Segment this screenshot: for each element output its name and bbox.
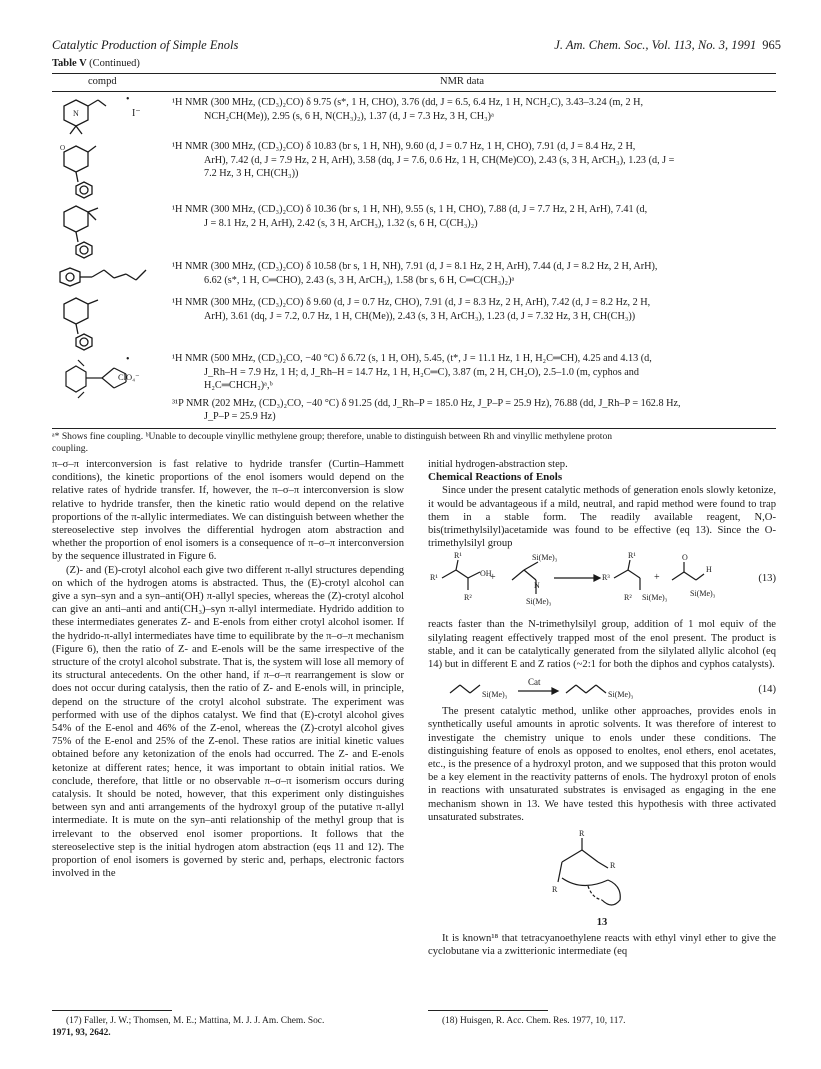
eq13-label: N xyxy=(534,581,540,591)
nmr-line: ¹H NMR (300 MHz, (CD₃)₂CO) δ 9.60 (d, J = 0.7 Hz, CHO), 7.91 (d, J = 8.3 Hz, 2 H, ArH), 7.42 (d, J = 8.2 Hz, 2 H, xyxy=(172,297,651,308)
running-title: Catalytic Production of Simple Enols xyxy=(52,38,239,52)
nmr-line: ¹H NMR (300 MHz, (CD₃)₂CO) δ 10.36 (br s, 1 H, NH), 9.55 (s, 1 H, CHO), 7.88 (d, J = 7.7 Hz, 2 H, ArH), 7.41 (d, xyxy=(172,204,648,215)
footnote-b: ᵇUnable to decouple vinyllic methylene group; therefore, unable to distinguish between Rh and vinyllic methylene proton xyxy=(145,431,613,442)
paragraph: Since under the present catalytic methods of generation enols slowly ketonize, it would be advantageous if a mild, neutral, and rapid method were found to trap them in a stable form. The readily available reagent, N,O-bis(trimethylsilyl)acetamide was found to be effective (eq 13). Since the O-trimethylsilyl group xyxy=(428,485,776,550)
table-bottom-rule xyxy=(52,428,776,429)
paragraph: The present catalytic method, unlike other approaches, provides enols in synthetically useful amounts in aprotic solvents. It was therefore of interest to investigate the chemistry unique to enols under these conditions. The distinguishing feature of enols as opposed to enoltes, enol ethers, enol acetates, etc., is the presence of a hydroxyl proton, and we supposed that this proton would be a key element in the reactivity patterns of enols. The hydroxyl proton of enols in reactions with unsaturated substrates is envisaged as engaging in the ene mechanism shown in 13. We have tested this hypothesis with three activated unsaturated substrates. xyxy=(428,706,776,823)
footnote-a: ᵃ* Shows fine coupling. xyxy=(52,431,144,442)
compound-structure-6 xyxy=(56,356,166,404)
eq14-si: Si(Me)₃ xyxy=(482,690,508,700)
table-header-rule xyxy=(52,91,776,92)
eq13-label: H xyxy=(706,565,712,575)
table-title xyxy=(52,58,140,69)
nmr-line: J = 8.1 Hz, 2 H, ArH), 2.42 (s, 3 H, ArCH₃), 1.32 (s, 6 H, C(CH₃)₂) xyxy=(204,217,478,229)
svg-text:+: + xyxy=(490,572,496,584)
nmr-line: 6.62 (s*, 1 H, C═CHO), 2.43 (s, 3 H, ArCH₃), 1.58 (br s, 6 H, C═C(CH₃)₂)ᵃ xyxy=(204,274,515,286)
nmr-line: ¹H NMR (500 MHz, (CD₃)₂CO, −40 °C) δ 6.72 (s, 1 H, OH), 5.45, (t*, J = 11.1 Hz, 1 H, H₂C═CH), 4.25 and 4.13 (d, xyxy=(172,353,652,364)
struct13-r: R xyxy=(552,885,558,895)
nmr-line: ¹H NMR (300 MHz, (CD₃)₂CO) δ 9.75 (s*, 1 H, CHO), 3.76 (dd, J = 6.5, 6.4 Hz, 1 H, NCH₂C), 3.43–3.24 (m, 2 H, xyxy=(172,97,644,108)
nmr-line: ³¹P NMR (202 MHz, (CD₃)₂CO, −40 °C) δ 91.25 (dd, J_Rh–P = 185.0 Hz, J_P–P = 25.9 Hz), 76.88 (dd, J_Rh–P = 162.8 Hz, xyxy=(172,397,681,409)
structure-13-label: 13 xyxy=(596,917,608,929)
compound-structure-4 xyxy=(56,258,166,298)
table-continued: (Continued) xyxy=(89,58,140,69)
table-row-4 xyxy=(172,260,776,287)
reference-18: (18) Huisgen, R. Acc. Chem. Res. 1977, 10, 117. xyxy=(442,1016,626,1026)
eq13-label: Si(Me)₃ xyxy=(526,597,552,607)
nmr-line: H₂C═CHCH₂)ᵃ,ᵇ xyxy=(204,380,273,392)
nmr-line: J_Rh–H = 7.9 Hz, 1 H; d, J_Rh–H = 14.7 Hz, 1 H, H₂C═C), 3.87 (m, 2 H, CH₂O), 2.5–1.0 (m, cyphos and xyxy=(204,366,639,378)
right-footnotes xyxy=(428,1010,776,1027)
reference-17-cont: 1971, 93, 2642. xyxy=(52,1028,111,1038)
eq13-label: R² xyxy=(624,593,632,603)
table-row-1 xyxy=(172,96,776,123)
section-heading: Chemical Reactions of Enols xyxy=(428,471,563,484)
nmr-line: J_P–P = 25.9 Hz) xyxy=(204,411,276,423)
row6-counterion: ClO₄⁻ xyxy=(118,372,140,382)
eq14-catalyst: Cat xyxy=(528,677,541,688)
paragraph: (Z)- and (E)-crotyl alcohol each give two different π-allyl structures depending on which of the hydrogen atoms is abstracted. Thus, the (E)-crotyl alcohol can give a syn–syn and a syn–anti(OH) π-allyl species, whereas the (Z)-crotyl alcohol can give an anti–anti and anti(CH₃)–syn π-allyl intermediate. Hydrido addition to these intermediates generates Z- and E-enols from either crotyl alcohol isomer. If the hydrido-π-allyl intermediates have time to equilibrate by the π–σ–π mechanism (Figure 6), then the ratio of Z- and E-enols will be the same irrespective of the structure of the crotyl alcohol substrate. That is, the system will lose all memory of its structural antecedents. On the other hand, if π–σ–π rearrangement is slow or does not occur during catalysis, then the ratio of Z- and E-enols will, in principle, depend on the structure of the crotyl alcohol substrate. The experiment was performed with use of the diphos catalyst. We find that (E)-crotyl alcohol gives 54% of the E-enol and 46% of the Z-enol, whereas the (Z)-crotyl alcohol gives 75% of the E-enol and 25% of the Z-enol. These ratios are initial kinetic values obtained before any ketonization of the enols had occurred. The Z- and E-enols ketonize at different rates; hence, it was important to obtain initial ratios. We conclude, therefore, that little or no observable π–σ–π isomerism occurs during catalysis. It should be noted, however, that this experiment only distinguishes between syn and anti arrangements of the hydroxyl group of the putative π-allyl intermediate. It is mute on the syn–anti relationship of the methyl group that is irrelevant to the observed enol isomer proportions. It follows that the stereoselective step is the initial hydrogen atom abstraction (eqs 11 and 12). The proportion of enol isomers is governed by steric and, perhaps, electronic factors involved in the xyxy=(52,564,404,880)
eq13-label: Si(Me)₃ xyxy=(690,589,716,599)
footnote-rule xyxy=(52,1010,172,1011)
left-column xyxy=(52,458,404,881)
journal-name: J. Am. Chem. Soc., Vol. 113, No. 3, 1991 xyxy=(554,38,757,52)
footnote-b-cont: coupling. xyxy=(52,443,88,454)
compound-structure-1 xyxy=(56,94,166,138)
journal-citation xyxy=(554,38,781,53)
paragraph: π–σ–π interconversion is fast relative to hydride transfer (Curtin–Hammett conditions), the kinetic proportions of the enol isomers would depend on the relative rates of hydride transfer. If, however, the π–σ–π interconversion is slow relative to hydride transfer, then the kinetic ratio would depend on the relative proportions of the π-allylic intermediates. We can distinguish between whether the stereoselective step involves the differential hydrogen atom abstraction and whether the proportion of enol isomers is a consequence of π–σ–π interconversion by the sequence illustrated in Figure 6. xyxy=(52,459,404,563)
svg-text:N: N xyxy=(73,109,79,118)
struct13-r: R xyxy=(579,829,585,839)
reference-17: (17) Faller, J. W.; Thomsen, M. E.; Mattina, M. J. J. Am. Chem. Soc. xyxy=(66,1016,325,1026)
svg-text:+: + xyxy=(654,572,660,584)
eq13-label: R¹ xyxy=(454,551,462,561)
structure-13 xyxy=(428,824,776,932)
compound-structure-5 xyxy=(56,294,166,352)
nmr-line: ¹H NMR (300 MHz, (CD₃)₂CO) δ 10.58 (br s, 1 H, NH), 7.91 (d, J = 8.1 Hz, 2 H, ArH), 7.44 (d, J = 8.2 Hz, 2 H, ArH), xyxy=(172,261,658,272)
table-row-5 xyxy=(172,296,776,323)
eq13-number: (13) xyxy=(758,573,776,585)
row1-counterion: I⁻ xyxy=(132,108,141,119)
page-number: 965 xyxy=(762,38,781,52)
svg-text:O: O xyxy=(60,144,66,152)
table-row-3 xyxy=(172,203,776,230)
table-top-rule xyxy=(52,73,776,74)
eq13-label: R¹ xyxy=(430,573,438,583)
eq14-number: (14) xyxy=(758,684,776,696)
column-header-nmr: NMR data xyxy=(440,76,485,87)
eq14-si: Si(Me)₃ xyxy=(608,690,634,700)
right-column xyxy=(428,458,776,958)
eq13-label: Si(Me)₃ xyxy=(642,593,668,603)
eq13-label: OH xyxy=(480,569,492,579)
equation-14 xyxy=(428,671,776,705)
compound-structure-3 xyxy=(56,200,166,260)
paragraph: reacts faster than the N-trimethylsilyl group, addition of 1 mol equiv of the silylating reagent effectively trapped most of the enol present. The product is stable, and it can be catalytically generated from the silylated allylic alcohol (eq 14) but in different E and Z ratios (~2:1 for both the diphos and cyphos catalysts). xyxy=(428,619,776,671)
eq13-label: R³ xyxy=(602,573,610,583)
footnote-rule xyxy=(428,1010,548,1011)
eq13-label: R¹ xyxy=(628,551,636,561)
eq13-label: R² xyxy=(464,593,472,603)
table-row-2 xyxy=(172,140,776,181)
paragraph: It is known¹⁸ that tetracyanoethylene reacts with ethyl vinyl ether to give the cyclobutane via a zwitterionic intermediate (eq xyxy=(428,933,776,958)
eq13-label: O xyxy=(682,553,688,563)
nmr-line: ArH), 3.61 (dq, J = 7.2, 0.7 Hz, 1 H, CH(Me)), 2.43 (s, 3 H, ArCH₃), 1.23 (d, J = 7.32 Hz, 3 H, CH(CH₃)) xyxy=(204,310,636,322)
table-row-6 xyxy=(172,352,776,424)
struct13-r: R xyxy=(610,861,616,871)
nmr-line: ArH), 7.42 (d, J = 7.9 Hz, 2 H, ArH), 3.58 (dq, J = 7.6, 0.6 Hz, 1 H, CH(Me)CO), 2.43 (s, 3 H, ArCH₃), 1.23 (d, J = xyxy=(204,154,675,166)
paragraph: initial hydrogen-abstraction step. xyxy=(428,459,568,470)
left-footnotes xyxy=(52,1010,404,1039)
equation-13 xyxy=(428,550,776,618)
column-header-compd: compd xyxy=(88,76,117,87)
eq13-label: Si(Me)₃ xyxy=(532,553,558,563)
row6-marker: • xyxy=(126,354,130,365)
nmr-line: ¹H NMR (300 MHz, (CD₃)₂CO) δ 10.83 (br s, 1 H, NH), 9.60 (d, J = 0.7 Hz, 1 H, CHO), 7.91 (d, J = 8.4 Hz, 2 H, xyxy=(172,141,636,152)
compound-structure-2 xyxy=(56,140,166,200)
row1-marker: • xyxy=(126,94,130,105)
nmr-line: 7.2 Hz, 3 H, CH(CH₃)) xyxy=(204,168,299,180)
nmr-line: NCH₂CH(Me)), 2.95 (s, 6 H, N(CH₃)₂), 1.37 (d, J = 7.3 Hz, 3 H, CH₃)ᵃ xyxy=(204,110,494,122)
table-label: Table V xyxy=(52,58,87,69)
table-footnotes xyxy=(52,431,776,455)
